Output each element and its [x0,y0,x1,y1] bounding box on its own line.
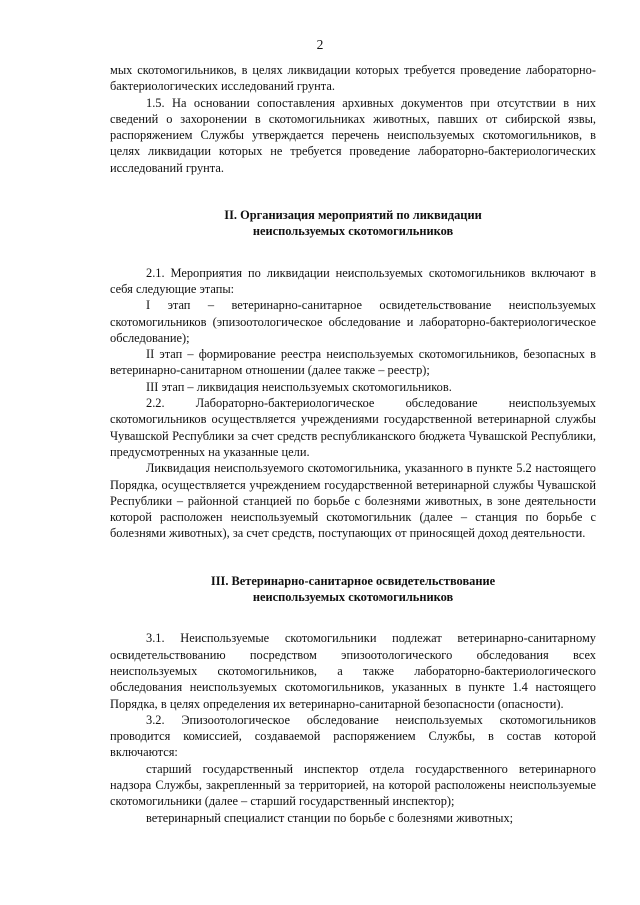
paragraph-2-1: 2.1. Мероприятия по ликвидации неиспользуемых скотомогильников включают в себя следующие этапы: [110,265,596,296]
paragraph-2-2-liquidation: Ликвидация неиспользуемого скотомогильника, указанного в пункте 5.2 настоящего Порядка, осуществляется учреждением государственной ветеринарной службы Чувашской Республики – районной станцией по борьбе с болезнями животных, в зоне деятельности которой расположен неиспользуемый скотомогильник (далее – станция по борьбе с болезнями животных), за счет средств, поступающих от приносящей доход деятельности. [110,461,596,541]
paragraph-1-5: 1.5. На основании сопоставления архивных документов при отсутствии в них сведений о захоронении в скотомогильниках животных, павших от сибирской язвы, распоряжением Службы утверждается перечень неиспользуемых скотомогильников, в целях ликвидации которых не требуется проведение лабораторно-бактериологических исследований грунта. [110,95,596,175]
paragraph-3-2-member-1: старший государственный инспектор отдела государственного ветеринарного надзора Службы, закрепленный за территорией, на которой расположены неиспользуемые скотомогильники (далее – старший государственный инспектор); [110,761,596,809]
paragraph-3-2: 3.2. Эпизоотологическое обследование неиспользуемых скотомогильников проводится комиссией, создаваемой распоряжением Службы, в состав которой включаются: [110,712,596,760]
paragraph-3-1: 3.1. Неиспользуемые скотомогильники подлежат ветеринарно-санитарному освидетельствованию посредством эпизоотологического обследования всех неиспользуемых скотомогильников, а также лабораторно-бактериологического обследования неиспользуемых скотомогильников, указанных в пункте 1.4 настоящего Порядка, в целях определения их ветеринарно-санитарной безопасности (опасности). [110,631,596,711]
spacer [110,542,596,573]
document-body [110,62,596,826]
section-heading-2-line-2: неиспользуемых скотомогильников [252,224,454,239]
spacer [110,605,596,630]
page-number: 2 [316,37,324,52]
spacer [110,240,596,265]
section-heading-3-line-1: III. Ветеринарно-санитарное освидетельствование [210,573,496,588]
paragraph-2-1-stage-3: III этап – ликвидация неиспользуемых скотомогильников. [146,379,452,394]
spacer [110,176,596,207]
paragraph-continuation: мых скотомогильников, в целях ликвидации которых требуется проведение лабораторно-бактериологических исследований грунта. [110,63,596,94]
paragraph-2-1-stage-2: II этап – формирование реестра неиспользуемых скотомогильников, безопасных в ветеринарно-санитарном отношении (далее также – реестр); [110,347,596,378]
section-heading-2-line-1: II. Организация мероприятий по ликвидации [224,208,482,223]
section-heading-3-line-2: неиспользуемых скотомогильников [252,590,454,605]
paragraph-3-2-member-2: ветеринарный специалист станции по борьбе с болезнями животных; [146,810,514,825]
paragraph-2-1-stage-1: I этап – ветеринарно-санитарное освидетельствование неиспользуемых скотомогильников (эпизоотологическое обследование и лабораторно-бактериологическое обследование); [110,298,596,345]
paragraph-2-2: 2.2. Лабораторно-бактериологическое обследование неиспользуемых скотомогильников осуществляется учреждениями государственной ветеринарной службы Чувашской Республики за счет средств республиканского бюджета Чувашской Республики, предусмотренных на указанные цели. [110,396,596,459]
